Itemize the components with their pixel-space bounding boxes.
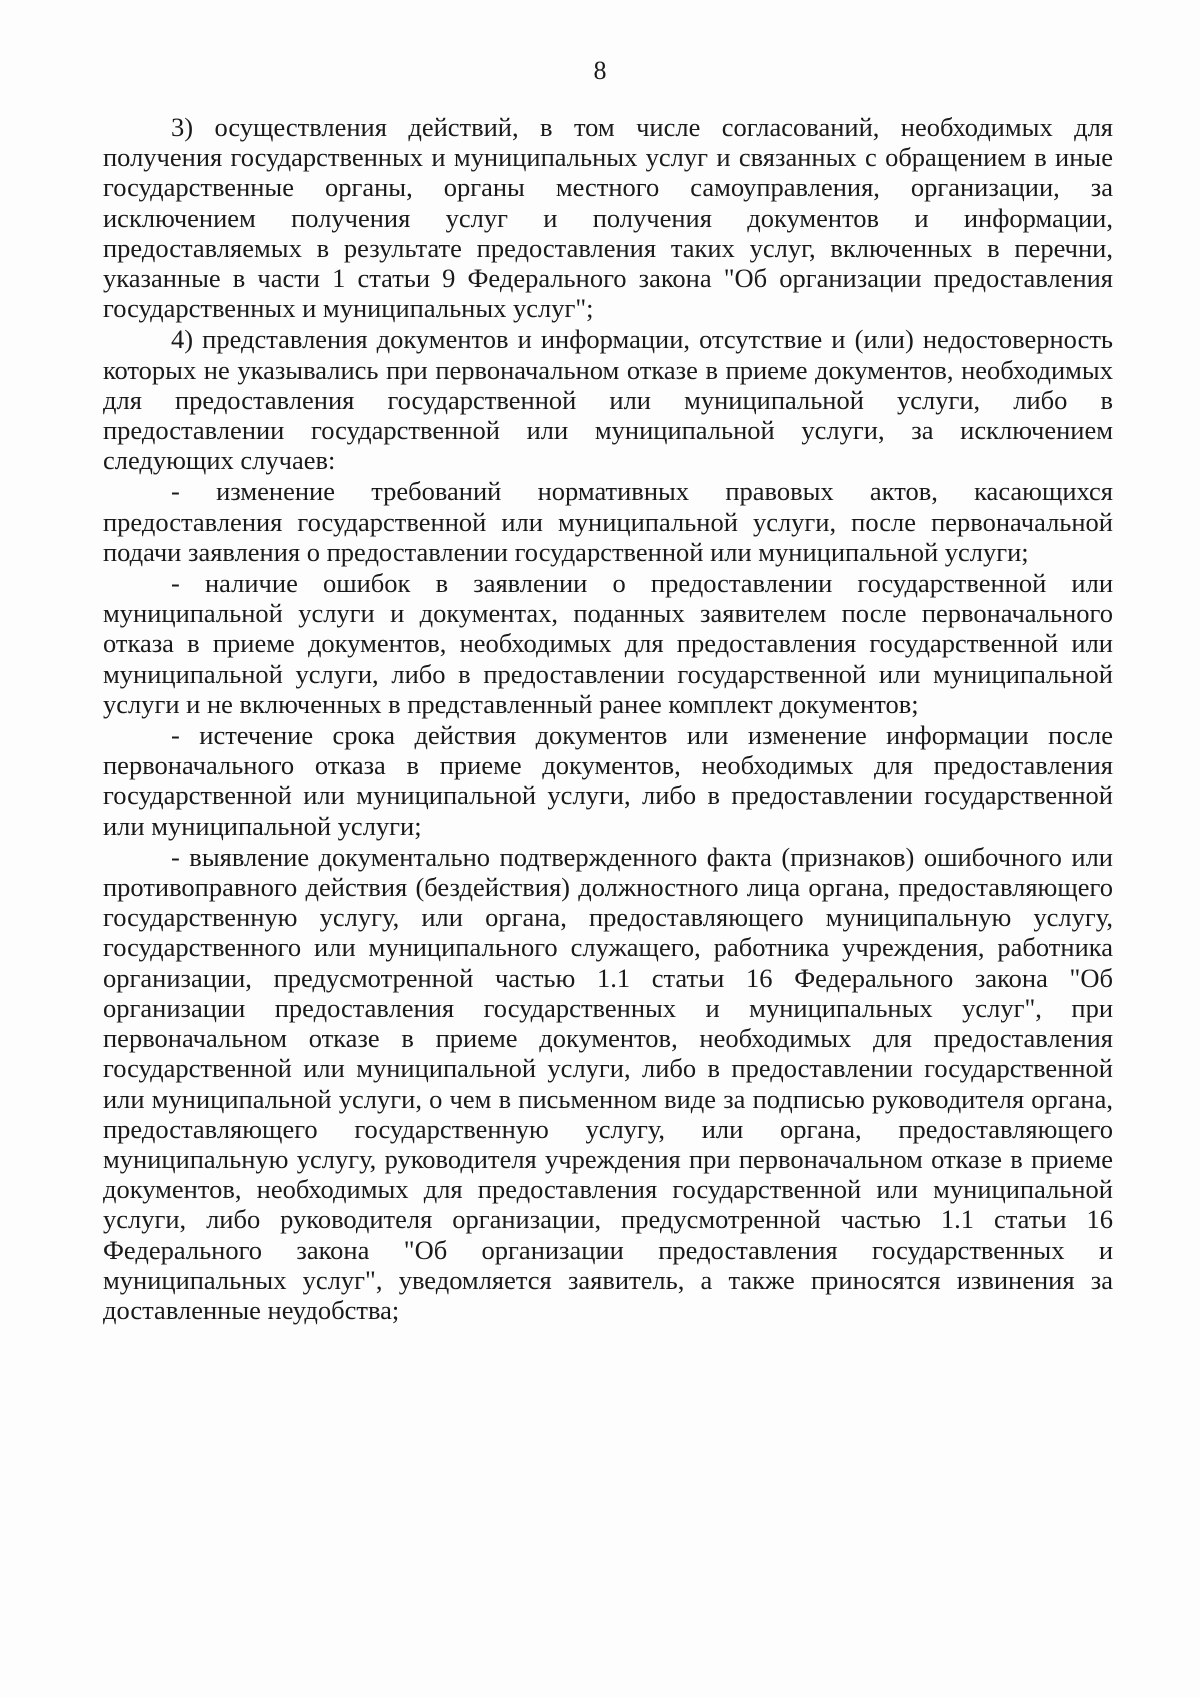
list-item-application-errors: - наличие ошибок в заявлении о предоставлении государственной или муниципальной услуги и документах, поданных заявителем после первоначального отказа в приеме документов, необходимых для предоставления государственной или муниципальной услуги, либо в предоставлении государственной или муниципальной услуги и не включенных в представленный ранее комплект документов; xyxy=(103,568,1113,719)
document-body xyxy=(103,112,1113,1325)
list-item-document-expiry: - истечение срока действия документов или изменение информации после первоначального отказа в приеме документов, необходимых для предоставления государственной или муниципальной услуги, либо в предоставлении государственной или муниципальной услуги; xyxy=(103,720,1113,841)
list-item-official-misconduct: - выявление документально подтвержденного факта (признаков) ошибочного или противоправного действия (бездействия) должностного лица органа, предоставляющего государственную услугу, или органа, предоставляющего муниципальную услугу, государственного или муниципального служащего, работника учреждения, работника организации, предусмотренной частью 1.1 статьи 16 Федерального закона "Об организации предоставления государственных и муниципальных услуг", при первоначальном отказе в приеме документов, необходимых для предоставления государственной или муниципальной услуги, либо в предоставлении государственной или муниципальной услуги, о чем в письменном виде за подписью руководителя органа, предоставляющего государственную услугу, или органа, предоставляющего муниципальную услугу, руководителя учреждения при первоначальном отказе в приеме документов, необходимых для предоставления государственной или муниципальной услуги, либо руководителя организации, предусмотренной частью 1.1 статьи 16 Федерального закона "Об организации предоставления государственных и муниципальных услуг", уведомляется заявитель, а также приносятся извинения за доставленные неудобства; xyxy=(103,841,1113,1325)
paragraph-item-4: 4) представления документов и информации, отсутствие и (или) недостоверность которых не указывались при первоначальном отказе в приеме документов, необходимых для предоставления государственной или муниципальной услуги, либо в предоставлении государственной или муниципальной услуги, за исключением следующих случаев: xyxy=(103,324,1113,476)
paragraph-item-3: 3) осуществления действий, в том числе согласований, необходимых для получения государственных и муниципальных услуг и связанных с обращением в иные государственные органы, органы местного самоуправления, организации, за исключением получения услуг и получения документов и информации, предоставляемых в результате предоставления таких услуг, включенных в перечни, указанные в части 1 статьи 9 Федерального закона "Об организации предоставления государственных и муниципальных услуг"; xyxy=(103,112,1113,324)
list-item-requirements-change: - изменение требований нормативных правовых актов, касающихся предоставления государственной или муниципальной услуги, после первоначальной подачи заявления о предоставлении государственной или муниципальной услуги; xyxy=(103,476,1113,567)
page-number: 8 xyxy=(593,56,607,85)
